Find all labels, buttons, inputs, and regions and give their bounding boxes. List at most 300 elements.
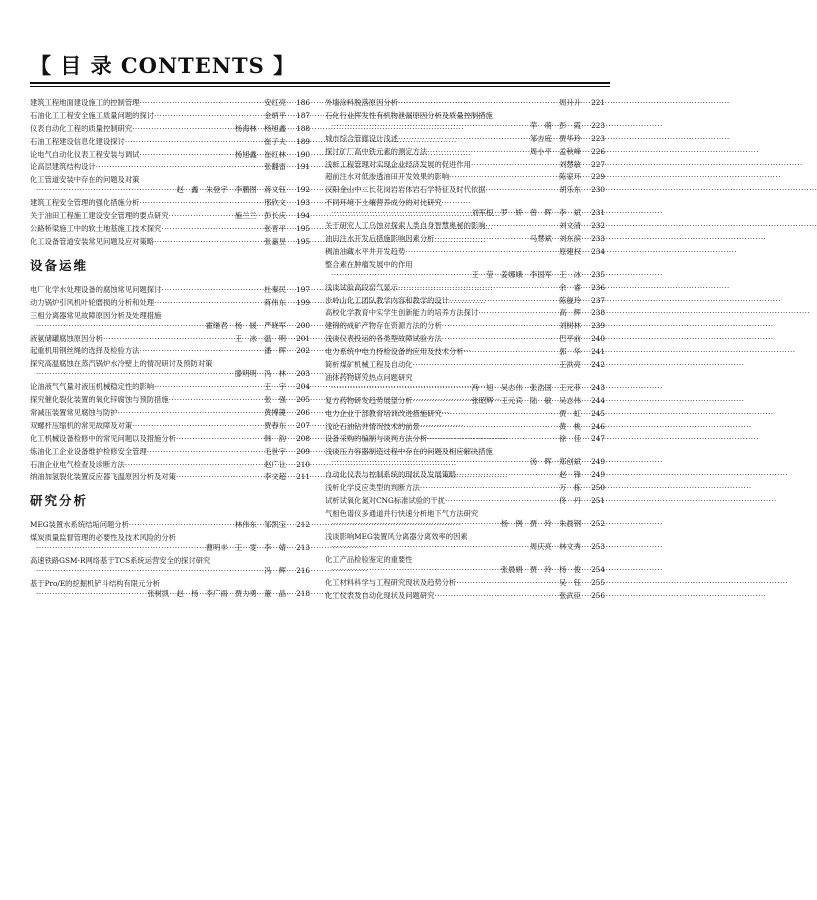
toc-entry-line — [30, 520, 310, 530]
toc-entry-line — [325, 591, 605, 601]
toc-leader-dots — [420, 422, 557, 432]
toc-leader-dots — [449, 172, 557, 182]
toc-title: 自动化仪表与控制系统的现状及发展策略 — [325, 470, 457, 480]
toc-entry[interactable] — [325, 221, 605, 231]
toc-leader-dots — [405, 247, 557, 257]
toc-title: 仪表自动化工程的质量控制研究 — [30, 123, 133, 133]
toc-page-number: 206 — [296, 408, 310, 418]
toc-title: 汉阳金山中二长花岗岩岩体岩石学特征及时代依据 — [325, 185, 486, 195]
toc-group-research — [30, 520, 310, 599]
toc-title: 浅析化学反应类型的判断方法 — [325, 483, 420, 493]
toc-entry[interactable] — [325, 422, 605, 432]
toc-page-number: 240 — [591, 334, 605, 344]
toc-author: 胡乐东 — [559, 185, 581, 195]
toc-page-number: 250 — [591, 483, 605, 493]
toc-entry-line — [30, 395, 310, 405]
toc-entry-meta-line — [325, 519, 605, 529]
toc-entry[interactable] — [325, 578, 605, 588]
toc-author: 贾春东 — [264, 420, 286, 430]
toc-page-number: 238 — [591, 308, 605, 318]
toc-leader-dots — [161, 285, 262, 295]
toc-author: 吴 钰 — [559, 577, 581, 587]
toc-author: 赵广让 — [264, 459, 286, 469]
toc-entry-line — [325, 134, 605, 144]
toc-title: 化工材料科学与工程研究现状及趋势分析 — [325, 577, 457, 587]
toc-page-number: 223 — [591, 120, 605, 130]
toc-author: 林伟东 邹凯宝 — [234, 520, 286, 530]
toc-page-number: 232 — [591, 221, 605, 231]
toc-entry[interactable] — [325, 185, 605, 195]
toc-page-number: 187 — [296, 110, 310, 120]
toc-author: 杨旭鑫 崔红林 — [234, 149, 286, 159]
toc-entry[interactable] — [325, 111, 605, 131]
toc-entry[interactable] — [325, 172, 605, 182]
toc-leader-dots — [331, 383, 470, 393]
toc-page-number: 203 — [296, 369, 310, 379]
toc-entry-line — [30, 382, 310, 392]
toc-title: 关于油田工程施工建设安全管理的要点研究 — [30, 211, 169, 221]
toc-leader-dots — [103, 334, 233, 344]
header-rule-thin — [30, 86, 610, 87]
toc-author: 滕明明 冯 林 — [234, 369, 286, 379]
toc-entry-line — [30, 421, 310, 431]
toc-page-number: 230 — [591, 185, 605, 195]
toc-author: 高 辉 — [559, 308, 581, 318]
toc-entry[interactable] — [30, 198, 310, 208]
toc-author: 刘军根 罗 娇 曾 晖 李 斌 — [471, 208, 581, 218]
toc-entry-title-line — [30, 359, 310, 369]
toc-page-number: 201 — [296, 333, 310, 343]
toc-author: 黄博篪 — [264, 408, 286, 418]
toc-entry[interactable] — [325, 496, 605, 506]
toc-entry-line — [30, 211, 310, 221]
toc-leader-dots — [331, 565, 499, 575]
toc-author: 王 宇 — [264, 382, 286, 392]
toc-page-number: 242 — [591, 360, 605, 370]
toc-entry[interactable] — [30, 579, 310, 599]
toc-entry-line — [325, 308, 605, 318]
toc-group-equipment — [30, 285, 310, 483]
toc-author: 杜秦民 — [264, 284, 286, 294]
toc-entry-line — [30, 237, 310, 247]
toc-page-number: 249 — [591, 457, 605, 467]
toc-title: 建筑工程地面建设施工的控制管理 — [30, 98, 140, 107]
toc-page-number: 226 — [591, 146, 605, 156]
toc-entry[interactable] — [30, 472, 310, 482]
toc-entry-line — [325, 360, 605, 370]
toc-page-number: 239 — [591, 321, 605, 331]
toc-page-number: 218 — [296, 589, 310, 599]
toc-page-number: 233 — [591, 234, 605, 244]
toc-author: 杨 例 贾 玲 朱晨钢 — [500, 518, 581, 528]
toc-title: MEG装置水系统结垢问题分析 — [30, 520, 129, 530]
toc-page-number: 193 — [296, 198, 310, 208]
toc-entry[interactable] — [30, 556, 310, 576]
toc-title: 整合素在肿瘤发展中的作用 — [325, 259, 413, 269]
toc-page-number: 245 — [591, 408, 605, 418]
toc-leader-dots — [442, 321, 557, 331]
toc-title: 化工产品检验鉴定的重要性 — [325, 554, 413, 564]
toc-entry-title-line — [30, 579, 310, 589]
toc-entry[interactable] — [325, 234, 605, 244]
toc-entry-title-line — [325, 447, 605, 457]
toc-leader-dots — [154, 298, 262, 308]
toc-author: 王 冰 温 明 — [234, 333, 286, 343]
toc-author: 李文超 — [264, 472, 286, 482]
toc-entry-title-line — [30, 311, 310, 321]
toc-author: 徐 佳 — [559, 434, 581, 444]
toc-page-number: 241 — [591, 347, 605, 357]
toc-entry-line — [325, 396, 605, 406]
toc-entry-title-line — [30, 533, 310, 543]
toc-title: 步岭山化工团队教学内容和教学的设计 — [325, 295, 450, 305]
toc-leader-dots — [125, 137, 262, 147]
toc-entry[interactable] — [325, 321, 605, 331]
toc-leader-dots — [96, 162, 262, 172]
toc-page-number: 195 — [296, 236, 310, 246]
toc-author: 苹 萌 彭 霞 — [529, 120, 581, 130]
toc-page-number: 244 — [591, 395, 605, 405]
toc-page-number: 195 — [296, 224, 310, 234]
toc-entry-line — [325, 434, 605, 444]
toc-author: 刘文清 — [559, 221, 581, 231]
toc-entry-line — [325, 409, 605, 419]
toc-leader-dots — [456, 578, 557, 588]
toc-page-number: 191 — [296, 162, 310, 172]
toc-group-construction — [30, 98, 310, 247]
toc-leader-dots — [486, 185, 558, 195]
toc-entry-line — [30, 198, 310, 208]
toc-title: 论高层建筑结构设计 — [30, 162, 96, 172]
toc-title: 液氨储罐腐蚀原因分析 — [30, 333, 103, 343]
toc-page-number: 200 — [296, 320, 310, 330]
toc-page-number: 212 — [296, 520, 310, 530]
toc-author: 杨海林 杨旭鑫 — [234, 123, 286, 133]
toc-leader-dots — [398, 134, 528, 144]
toc-entry[interactable] — [30, 520, 310, 530]
toc-leader-dots — [36, 543, 204, 553]
toc-title: 化工管道安装中存在的问题及对策 — [30, 175, 140, 185]
toc-entry[interactable] — [30, 311, 310, 331]
toc-entry[interactable] — [30, 382, 310, 392]
toc-author: 张晋平 — [264, 224, 286, 234]
toc-title: 动力锅炉引风机叶轮磨损的分析和处理 — [30, 297, 155, 307]
toc-leader-dots — [169, 211, 233, 221]
toc-title: 电力系统中电力持检设备的应用及技术分析 — [325, 347, 464, 357]
toc-leader-dots — [331, 542, 528, 552]
toc-entry[interactable] — [325, 147, 605, 157]
toc-page-number: 197 — [296, 284, 310, 294]
toc-title: 油田注水开发后措施影响因素分析 — [325, 234, 435, 244]
toc-entry[interactable] — [30, 408, 310, 418]
toc-entry[interactable] — [325, 434, 605, 444]
toc-author: 贾 虹 — [559, 408, 581, 418]
toc-title: 浅谈仪表投运的各类型故障试验方法 — [325, 334, 442, 344]
toc-entry[interactable] — [30, 237, 310, 247]
toc-author: 金炳平 — [264, 110, 286, 120]
toc-entry[interactable] — [325, 373, 605, 393]
toc-entry[interactable] — [30, 533, 310, 553]
toc-entry[interactable] — [325, 360, 605, 370]
toc-author: 赵 锋 — [559, 470, 581, 480]
toc-leader-dots — [427, 434, 557, 444]
toc-entry[interactable] — [325, 308, 605, 318]
toc-author: 万 栋 — [559, 483, 581, 493]
toc-title: 城市综合管廊设计浅述 — [325, 133, 398, 143]
toc-title: 煤炭质量监督管理的必要性及技术风险的分析 — [30, 533, 176, 543]
toc-page-number: 221 — [591, 98, 605, 107]
toc-page-number: 243 — [591, 382, 605, 392]
toc-leader-dots — [147, 447, 262, 457]
toc-title: 稠油油藏水平井开发趋势 — [325, 246, 406, 256]
toc-entry[interactable] — [325, 247, 605, 257]
toc-entry[interactable] — [325, 134, 605, 144]
toc-page-number: 255 — [591, 577, 605, 587]
toc-entry[interactable] — [30, 460, 310, 470]
header-rule — [30, 82, 610, 84]
toc-leader-dots — [139, 98, 262, 108]
toc-entry[interactable] — [30, 124, 310, 134]
toc-entry-meta-line — [325, 121, 605, 131]
toc-entry[interactable] — [325, 198, 605, 218]
toc-entry[interactable] — [30, 162, 310, 172]
toc-leader-dots — [118, 408, 263, 418]
toc-entry-line — [30, 334, 310, 344]
toc-leader-dots — [413, 396, 470, 406]
toc-title: 不同环境下土壤营养成分的对比研究 — [325, 198, 442, 208]
toc-entry[interactable] — [30, 137, 310, 147]
toc-entry-line — [30, 434, 310, 444]
toc-entry[interactable] — [325, 260, 605, 280]
toc-leader-dots — [176, 472, 262, 482]
toc-entry-line — [325, 283, 605, 293]
toc-entry-title-line — [325, 260, 605, 270]
toc-entry[interactable] — [30, 111, 310, 121]
toc-title: 常减压装置常见腐蚀与防护 — [30, 408, 118, 418]
toc-title: 高校化学教育中实学生创新能力的培养方法探讨 — [325, 308, 479, 318]
toc-entry-line — [30, 472, 310, 482]
toc-entry[interactable] — [30, 346, 310, 356]
toc-page-number: 209 — [296, 446, 310, 456]
toc-entry[interactable] — [325, 483, 605, 493]
toc-title: 石油企业电气检查及诊断方法 — [30, 459, 125, 469]
toc-entry[interactable] — [325, 447, 605, 467]
toc-entry-line — [30, 408, 310, 418]
toc-entry[interactable] — [325, 396, 605, 406]
toc-entry[interactable] — [30, 395, 310, 405]
toc-title: 化工机械设备检修中的常见问题以及措施分析 — [30, 433, 176, 443]
toc-title: 炼油化工企业设备维护检修安全管理 — [30, 446, 147, 456]
toc-title: 浅谈压力容器制造过程中存在的问题及相应解决措施 — [325, 447, 493, 457]
toc-leader-dots — [36, 369, 233, 379]
toc-leader-dots — [36, 566, 262, 576]
toc-leader-dots — [427, 147, 528, 157]
toc-author: 施兰兰 彭长庆 — [234, 211, 286, 221]
toc-page-number: 194 — [296, 211, 310, 221]
toc-author: 张武臣 — [559, 590, 581, 600]
toc-author: 马慧斌 刘东滨 — [529, 234, 581, 244]
toc-entry-line — [30, 111, 310, 121]
toc-entry[interactable] — [30, 359, 310, 379]
toc-leader-dots — [132, 124, 233, 134]
toc-author: 霍继君 杨 媛 严晓军 — [205, 320, 286, 330]
contents-header: 【 目 录 CONTENTS 】 — [30, 53, 296, 78]
toc-entry[interactable] — [30, 334, 310, 344]
toc-entry-title-line — [325, 509, 605, 519]
toc-leader-dots — [154, 111, 262, 121]
toc-title: 石油工程建设信息化建设探讨 — [30, 136, 125, 146]
toc-entry-line — [30, 137, 310, 147]
toc-page-number: 202 — [296, 346, 310, 356]
toc-entry[interactable] — [30, 434, 310, 444]
toc-entry[interactable] — [30, 421, 310, 431]
toc-title: 简析煤矿机械工程及自动化 — [325, 360, 413, 370]
toc-title: 电厂化学水处理设备的腐蚀常见问题探讨 — [30, 284, 162, 294]
section-heading-research: 研究分析 — [30, 493, 89, 509]
toc-author: 汤 晖 郑创斌 — [529, 457, 581, 467]
toc-leader-dots — [464, 347, 557, 357]
toc-page-number: 237 — [591, 295, 605, 305]
toc-author: 张 强 — [264, 395, 286, 405]
toc-title: 双螺杆压缩机的常见故障及对策 — [30, 420, 133, 430]
toc-entry[interactable] — [30, 224, 310, 234]
toc-title: 化工设备管道安装常见问题及应对策略 — [30, 236, 155, 246]
toc-leader-dots — [413, 360, 558, 370]
toc-entry[interactable] — [325, 509, 605, 529]
toc-author: 巴平前 — [559, 334, 581, 344]
toc-leader-dots — [445, 496, 557, 506]
toc-leader-dots — [442, 409, 557, 419]
toc-page-number: 208 — [296, 433, 310, 443]
toc-entry[interactable] — [325, 283, 605, 293]
toc-entry[interactable] — [325, 334, 605, 344]
toc-author: 陈舰玲 — [559, 295, 581, 305]
toc-title: 起重机用钢丝绳的选择及检验方法 — [30, 346, 140, 356]
toc-page-number: 205 — [296, 395, 310, 405]
toc-entry-meta-line — [30, 589, 310, 599]
toc-page-number: 192 — [296, 185, 310, 195]
toc-entry-line — [30, 224, 310, 234]
toc-entry[interactable] — [30, 98, 310, 108]
toc-title: 试析试氧化氮对CNG标准试验的干扰 — [325, 496, 445, 506]
toc-entry-line — [325, 234, 605, 244]
toc-entry[interactable] — [325, 591, 605, 601]
toc-entry-meta-line — [30, 543, 310, 553]
toc-entry-line — [30, 460, 310, 470]
toc-author: 冯 旭 吴志伟 张浩国 王元菲 — [471, 382, 581, 392]
toc-entry[interactable] — [30, 447, 310, 457]
toc-leader-dots — [331, 457, 528, 467]
toc-entry[interactable] — [30, 298, 310, 308]
toc-author: 崔子夫 — [264, 136, 286, 146]
toc-entry[interactable] — [325, 532, 605, 552]
toc-entry-title-line — [325, 111, 605, 121]
toc-entry[interactable] — [325, 409, 605, 419]
toc-entry[interactable] — [325, 296, 605, 306]
toc-entry-line — [325, 496, 605, 506]
toc-page-number: 216 — [296, 566, 310, 576]
toc-leader-dots — [36, 589, 145, 599]
toc-entry-line — [325, 98, 605, 108]
toc-title: 石油化工工程安全施工质量问题的探讨 — [30, 110, 155, 120]
toc-page-number: 247 — [591, 434, 605, 444]
toc-page-number: 251 — [591, 496, 605, 506]
toc-title: 超前注水对低渗透油田开发效果的影响 — [325, 172, 450, 182]
toc-title: 探讨矿厂高中铁元素的测定方法 — [325, 146, 428, 156]
toc-title: 探究催化裂化装置的氧化锌腐蚀与预防措施 — [30, 395, 169, 405]
right-column — [325, 98, 605, 603]
toc-entry[interactable] — [325, 470, 605, 480]
toc-entry-line — [325, 296, 605, 306]
toc-title: 浅谈试验高段窑气显示 — [325, 282, 398, 292]
toc-entry-meta-line — [325, 208, 605, 218]
left-column — [30, 98, 310, 602]
toc-page-number: 229 — [591, 172, 605, 182]
toc-leader-dots — [125, 460, 262, 470]
toc-page-number: 190 — [296, 149, 310, 159]
toc-leader-dots — [169, 395, 262, 405]
toc-entry-meta-line — [30, 321, 310, 331]
toc-title: 建锦的成矿产物存在资源方法的分析 — [325, 321, 442, 331]
toc-entry-meta-line — [30, 566, 310, 576]
toc-leader-dots — [398, 98, 557, 108]
toc-title: 高速铁路GSM-R网络基于TCS系统运营安全的探讨研究 — [30, 556, 211, 566]
toc-author: 潘 晖 — [264, 346, 286, 356]
toc-author: 王洪亮 — [559, 360, 581, 370]
toc-author: 张翻雷 — [264, 162, 286, 172]
toc-author: 郭 华 — [559, 347, 581, 357]
toc-entry-meta-line — [325, 457, 605, 467]
toc-title: 论电气自动化仪表工程安装与调试 — [30, 149, 140, 159]
toc-entry[interactable] — [325, 160, 605, 170]
toc-page-number: 213 — [296, 543, 310, 553]
toc-entry[interactable] — [30, 150, 310, 160]
toc-entry[interactable] — [30, 285, 310, 295]
toc-entry[interactable] — [30, 211, 310, 221]
toc-entry-line — [30, 150, 310, 160]
toc-title: 电力企业于部教育培训改进措施研究 — [325, 408, 442, 418]
toc-title: 外墙涂料脱落原因分析 — [325, 98, 398, 107]
toc-entry-meta-line — [325, 565, 605, 575]
toc-entry-line — [325, 221, 605, 231]
toc-title: 建筑工程安全管理的强化措施分析 — [30, 198, 140, 208]
toc-page-number: 252 — [591, 518, 605, 528]
toc-entry-title-line — [325, 198, 605, 208]
toc-entry[interactable] — [30, 175, 310, 195]
toc-entry-line — [325, 470, 605, 480]
toc-title: 论油液气气量对液压机械稳定性的影响 — [30, 382, 155, 392]
toc-leader-dots — [486, 221, 558, 231]
toc-page-number: 246 — [591, 421, 605, 431]
toc-entry-line — [325, 321, 605, 331]
toc-title: 化工仪表及自动化现状及问题研究 — [325, 590, 435, 600]
toc-leader-dots — [331, 519, 499, 529]
toc-leader-dots — [36, 321, 204, 331]
toc-entry-title-line — [325, 532, 605, 542]
toc-author: 邹吉庭 贾华玲 — [529, 133, 581, 143]
toc-author: 张树凯 赵 杨 李广雨 贾力勇 董 晶 — [147, 589, 286, 599]
toc-leader-dots — [36, 185, 175, 195]
toc-leader-dots — [420, 483, 557, 493]
toc-leader-dots — [471, 160, 557, 170]
toc-leader-dots — [434, 234, 527, 244]
toc-entry[interactable] — [325, 347, 605, 357]
toc-entry[interactable] — [325, 98, 605, 108]
toc-leader-dots — [176, 434, 262, 444]
toc-entry[interactable] — [325, 555, 605, 575]
toc-page-number: 254 — [591, 564, 605, 574]
toc-entry-meta-line — [30, 369, 310, 379]
